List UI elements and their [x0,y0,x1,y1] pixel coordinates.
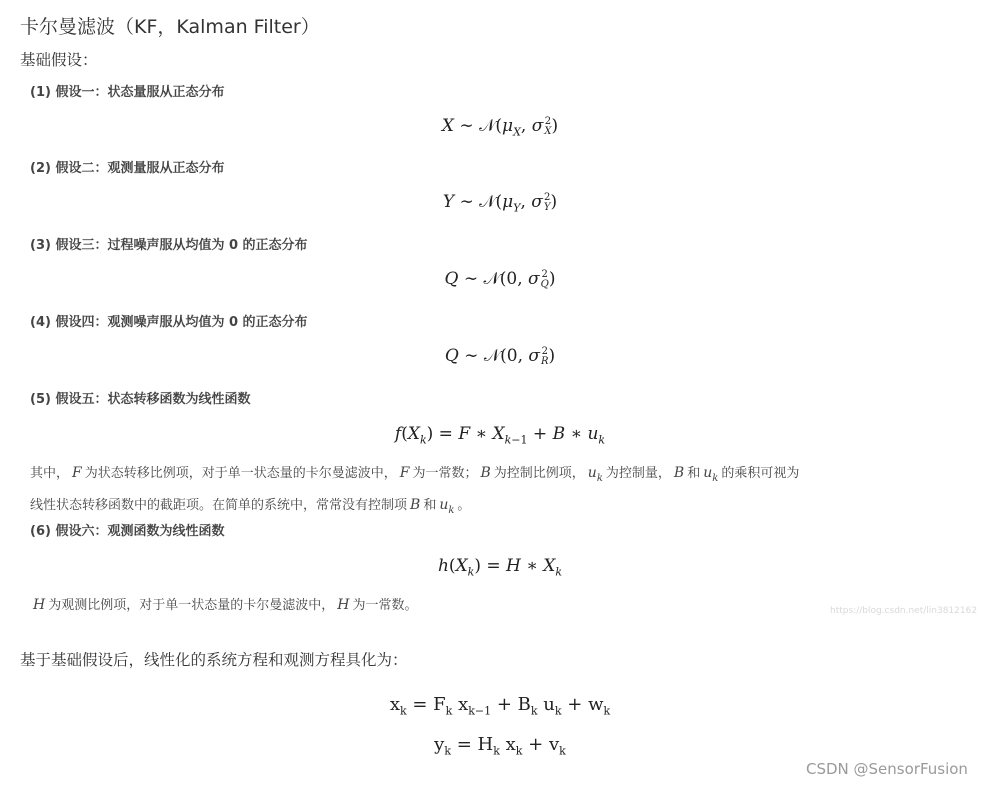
assumption-5-explanation: 其中， F 为状态转移比例项，对于单一状态量的卡尔曼滤波中， F 为一常数； B 为控制比例项， $u_k$ 为控制量， B 和 $u_k$ 的乘积可视为 线性状态转移函数中的截距项。在简单的系统中，常常没有控制项 B 和 $u_k$ 。 [30,465,800,516]
assumption-4-heading: (4) 假设四：观测噪声服从均值为 0 的正态分布 [30,315,308,330]
assumption-3-heading: (3) 假设三：过程噪声服从均值为 0 的正态分布 [30,238,308,253]
assumption-4-formula: Q ∼ 𝒩(0, σ 2 R ) [444,345,556,367]
assumption-5-formula: $f(X_k) = F$ ∗ $X_{k-1} + B$ ∗ $u_k$ [394,424,606,447]
assumption-3-formula: Q ∼ 𝒩(0, σ 2 Q ) [444,268,556,290]
assumption-6-explanation: H 为观测比例项，对于单一状态量的卡尔曼滤波中， H 为一常数。 [33,597,418,613]
assumption-6-formula: $h(X_k) = H$ ∗ $X_k$ [437,556,563,579]
page-title: 卡尔曼滤波（KF，Kalman Filter） [20,16,320,38]
assumption-6-heading: (6) 假设六：观测函数为线性函数 [30,524,225,539]
observation-equation: $y_k = H_k$ $x_k + v_k$ [434,734,566,758]
watermark-url: https://blog.csdn.net/lin3812162 [830,606,978,616]
system-equation: $x_k = F_k$ $x_{k-1} + B_k$ $u_k + w_k$ [389,694,611,718]
derived-equations-heading: 基于基础假设后，线性化的系统方程和观测方程具化为： [20,651,408,669]
section-subtitle: 基础假设： [20,51,98,69]
assumption-2-heading: (2) 假设二：观测量服从正态分布 [30,161,225,176]
assumption-2-formula: Y ∼ $𝒩(\mu_Y$, σ 2 Y ) [442,191,558,215]
assumption-1-formula: X ∼ $𝒩(\mu_X$, σ 2 X ) [441,115,559,139]
assumption-1-heading: (1) 假设一：状态量服从正态分布 [30,85,225,100]
csdn-watermark: CSDN @SensorFusion [806,760,968,778]
assumption-5-heading: (5) 假设五：状态转移函数为线性函数 [30,392,251,407]
